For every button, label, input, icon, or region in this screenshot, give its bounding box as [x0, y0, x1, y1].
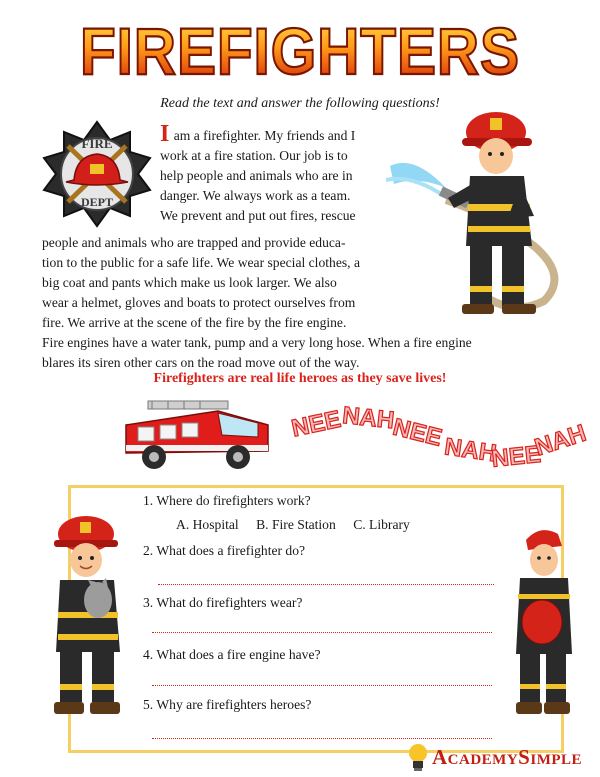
- siren-word: NEE: [289, 405, 344, 443]
- option-b[interactable]: B. Fire Station: [256, 517, 336, 532]
- badge-top-text: FIRE: [81, 136, 113, 151]
- question-1-options: [176, 517, 424, 533]
- siren-word: NEE: [490, 440, 543, 473]
- passage-line: Fire engines have a water tank, pump and a very long hose. When a fire engine: [42, 335, 472, 350]
- siren-word: NEE: [390, 413, 445, 452]
- instructions: Read the text and answer the following questions!: [160, 96, 440, 111]
- title-text: FIREFIGHTERS: [80, 14, 520, 88]
- passage-line: help people and animals who are in: [160, 168, 353, 183]
- passage-line: am a firefighter. My friends and I: [170, 128, 356, 143]
- answer-line-4[interactable]: [152, 685, 492, 686]
- answer-line-3[interactable]: [152, 632, 492, 633]
- siren-word: NAH: [442, 433, 499, 468]
- logo-text: ACADEMYSIMPLE: [432, 745, 583, 769]
- dropcap: I: [160, 121, 170, 147]
- passage-top: [160, 121, 400, 226]
- passage-line: tion to the public for a safe life. We wear special clothes, a: [42, 255, 360, 270]
- passage-line: work at a fire station. Our job is to: [160, 148, 348, 163]
- question-5: 5. Why are firefighters heroes?: [143, 697, 312, 712]
- passage-line: fire. We arrive at the scene of the fire by the fire engine.: [42, 315, 347, 330]
- passage-line: wear a helmet, gloves and boats to protect ourselves from: [42, 295, 356, 310]
- badge-bottom-text: DEPT: [80, 195, 114, 209]
- option-c[interactable]: C. Library: [353, 517, 410, 532]
- firefighter-cat-illustration: [48, 512, 130, 718]
- passage-line: big coat and pants which make us look larger. We also: [42, 275, 337, 290]
- firefighter-tired-illustration: [512, 524, 574, 718]
- siren-word: NAH: [341, 402, 396, 435]
- passage-line: danger. We always work as a team.: [160, 188, 351, 203]
- question-1: 1. Where do firefighters work?: [143, 493, 311, 508]
- answer-line-5[interactable]: [152, 738, 492, 739]
- answer-line-2[interactable]: [158, 584, 494, 585]
- siren-text-art: [288, 395, 590, 480]
- fire-dept-badge: [38, 118, 156, 230]
- firefighter-hose-illustration: [384, 96, 574, 326]
- siren-word: NAH: [531, 419, 590, 462]
- question-4: 4. What does a fire engine have?: [143, 647, 321, 662]
- question-3: 3. What do firefighters wear?: [143, 595, 303, 610]
- passage-line: people and animals who are trapped and provide educa-: [42, 235, 346, 250]
- passage-line: blares its siren other cars on the road move out of the way.: [42, 355, 360, 370]
- fire-truck-illustration: [118, 395, 274, 475]
- page-title: [0, 8, 600, 90]
- option-a[interactable]: A. Hospital: [176, 517, 239, 532]
- passage-line: We prevent and put out fires, rescue: [160, 208, 356, 223]
- question-2: 2. What does a firefighter do?: [143, 543, 306, 558]
- tagline: Firefighters are real life heroes as they save lives!: [153, 371, 447, 386]
